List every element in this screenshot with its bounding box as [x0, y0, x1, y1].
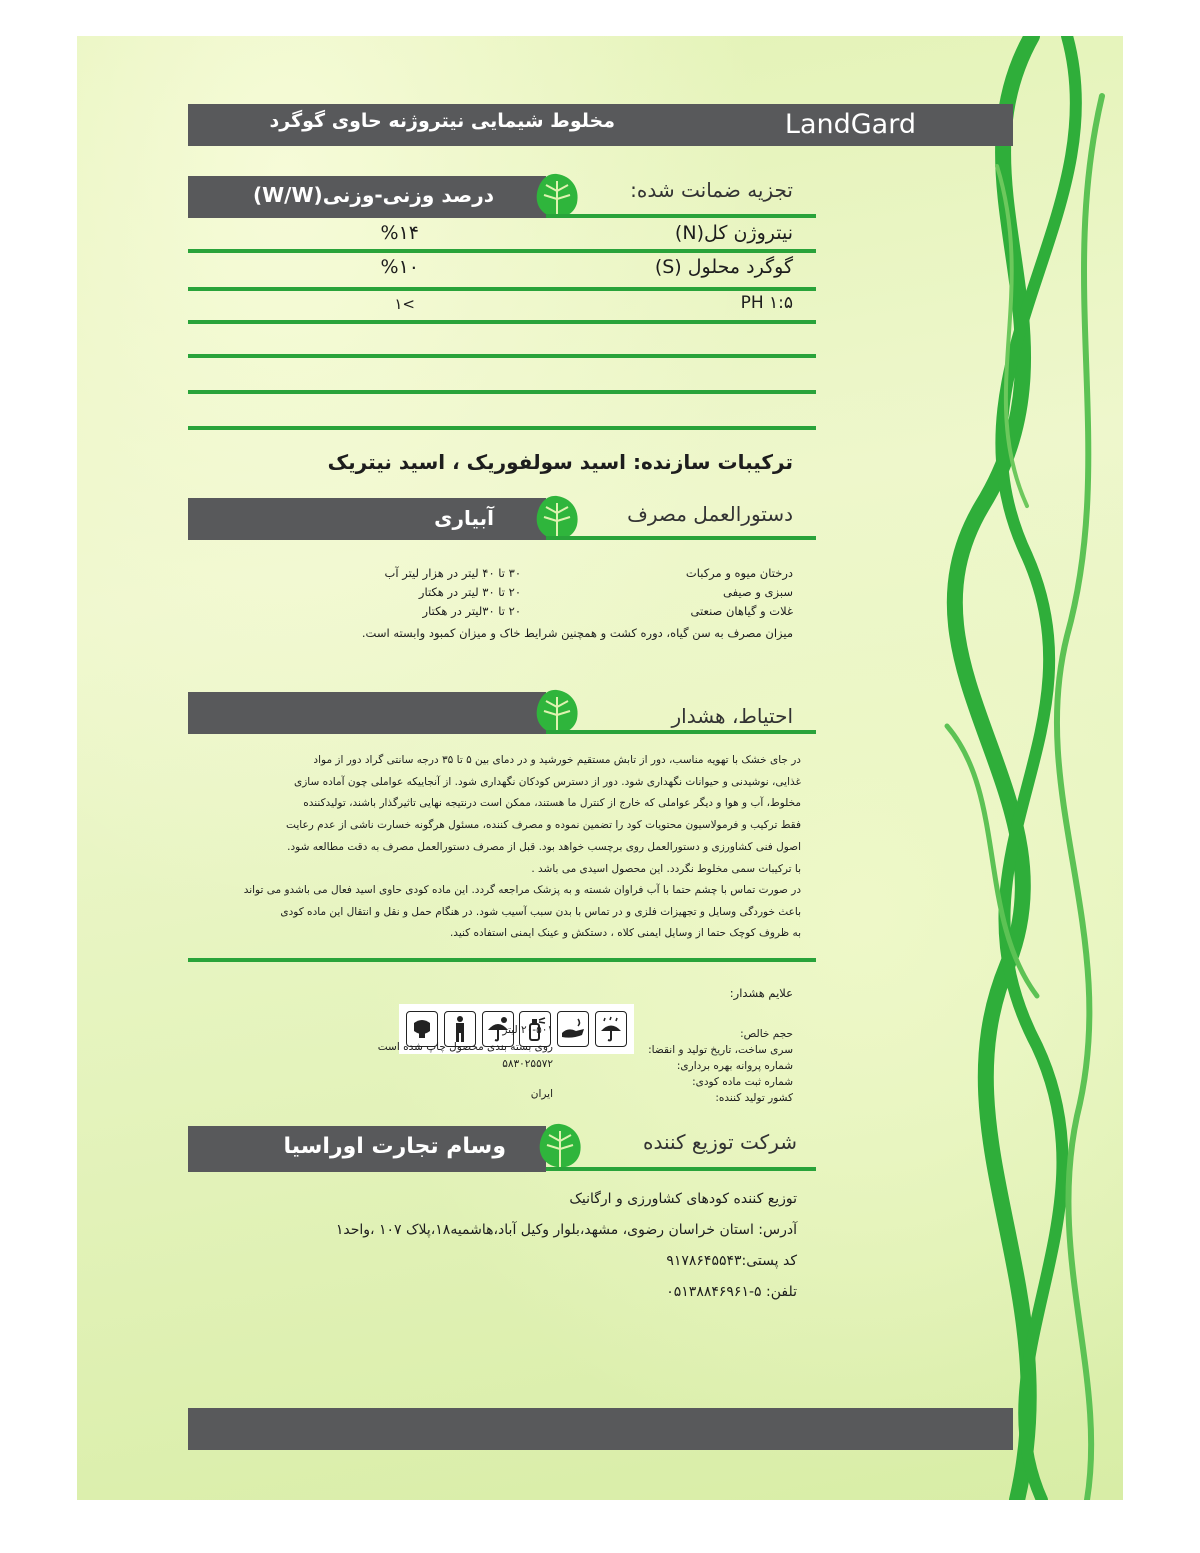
- label-page: [77, 36, 1123, 1500]
- divider: [546, 536, 816, 540]
- usage-dose: ۲۰ تا ۳۰ لیتر در هکتار: [418, 585, 521, 599]
- brand-name: LandGard: [784, 109, 916, 140]
- warning-line: مخلوط، آب و هوا و دیگر عواملی که خارج از کنترل ما هستند، ممکن است درنتیجه نهایی تاثیرگذار باشند، تولیدکننده: [303, 797, 801, 809]
- divider: [188, 287, 816, 291]
- divider: [188, 426, 816, 430]
- product-title: مخلوط شیمایی نیتروژنه حاوی گوگرد: [269, 110, 615, 132]
- spec-value: ۲۰-۵۰۱ لیتر: [502, 1024, 553, 1036]
- spec-label: شماره پروانه بهره برداری:: [676, 1060, 793, 1072]
- divider: [546, 1167, 816, 1171]
- analysis-row-value: %۱۰: [380, 256, 419, 278]
- analysis-row-value: %۱۴: [380, 222, 419, 244]
- warning-line: در صورت تماس با چشم حتما با آب فراوان شسته و به پزشک مراجعه گردد. این ماده کودی حاوی اسید فعال می باشدو می تواند: [243, 884, 801, 896]
- warning-line: غذایی، نوشیدنی و حیوانات نگهداری شود. دور از دسترس کودکان نگهداری شود. از آنجاییکه عواملی چون آماده سازی: [293, 776, 801, 788]
- warning-header-bar: [188, 692, 546, 734]
- analysis-row-name: نیتروژن کل(N): [674, 222, 793, 244]
- distributor-name: وسام تجارت اوراسیا: [283, 1134, 506, 1159]
- divider: [188, 958, 816, 962]
- analysis-row-name: گوگرد محلول (S): [654, 256, 793, 278]
- warning-signs-label: علایم هشدار:: [729, 986, 793, 1000]
- spec-value: ۵۸۳۰۲۵۵۷۲: [502, 1058, 553, 1070]
- usage-dose: ۳۰ تا ۴۰ لیتر در هزار لیتر آب: [384, 566, 521, 580]
- hand-wash-icon: [557, 1011, 589, 1047]
- header-bar: [188, 104, 1013, 146]
- umbrella-rain-icon: [595, 1011, 627, 1047]
- usage-header-bar: [188, 498, 546, 540]
- divider: [188, 320, 816, 324]
- usage-method: آبیاری: [434, 506, 494, 530]
- warning-heading: احتیاط، هشدار: [671, 704, 793, 728]
- distributor-postal: کد پستی:۹۱۷۸۶۴۵۵۴۳: [666, 1253, 797, 1269]
- warning-line: اصول فنی کشاورزی و دستورالعمل روی برچسب خواهد بود. قبل از مصرف دستورالعمل مصرف به دقت مطالعه شود.: [287, 841, 801, 853]
- warning-line: فقط ترکیب و فرمولاسیون محتویات کود را تضمین نموده و مصرف کننده، مسئول هرگونه خسارت ناشی از عدم رعایت: [286, 819, 801, 831]
- warning-line: با ترکیبات سمی مخلوط نگردد. این محصول اسیدی می باشد .: [531, 863, 801, 875]
- usage-heading: دستورالعمل مصرف: [627, 502, 793, 526]
- usage-crop: غلات و گیاهان صنعتی: [690, 604, 793, 618]
- spec-label: سری ساخت، تاریخ تولید و انقضا:: [648, 1044, 793, 1056]
- distributor-header-bar: [188, 1126, 546, 1172]
- vine-decoration: [77, 36, 1123, 1500]
- divider: [188, 354, 816, 358]
- divider: [188, 249, 816, 253]
- distributor-phone: تلفن: ۵-۰۵۱۳۸۸۴۶۹۶۱: [666, 1284, 797, 1300]
- warning-line: باعث خوردگی وسایل و تجهیزات فلزی و در تماس با بدن سبب آسیب شود. در هنگام حمل و نقل و انتقال این ماده کودی: [280, 906, 801, 918]
- spec-label: کشور تولید کننده:: [715, 1092, 793, 1104]
- ingredients-text: ترکیبات سازنده: اسید سولفوریک ، اسید نیتریک: [327, 450, 793, 474]
- usage-note: میزان مصرف به سن گیاه، دوره کشت و همچنین شرایط خاک و میزان کمبود وابسته است.: [361, 626, 793, 640]
- spec-label: شماره ثبت ماده کودی:: [692, 1076, 793, 1088]
- divider: [546, 214, 816, 218]
- spec-label: حجم خالص:: [740, 1028, 793, 1040]
- analysis-heading: تجزیه ضمانت شده:: [630, 178, 793, 202]
- leaf-icon: [535, 1121, 585, 1171]
- distributor-heading: شرکت توزیع کننده: [642, 1130, 797, 1154]
- analysis-row-value: >۱: [394, 295, 415, 313]
- footer-bar: [188, 1408, 1013, 1450]
- spec-value: روی بسته بندی محصول چاپ شده است: [377, 1041, 553, 1053]
- warning-line: به ظروف کوچک حتما از وسایل ایمنی کلاه ، دستکش و عینک ایمنی استفاده کنید.: [449, 927, 801, 939]
- warning-line: در جای خشک با تهویه مناسب، دور از تابش مستقیم خورشید و در دمای بین ۵ تا ۳۵ درجه سانتی گراد دور از مواد: [313, 754, 801, 766]
- usage-crop: سبزی و صیفی: [723, 585, 793, 599]
- divider: [546, 730, 816, 734]
- usage-dose: ۲۰ تا ۳۰لیتر در هکتار: [422, 604, 521, 618]
- unit-label: درصد وزنی-وزنی(W/W): [252, 183, 494, 207]
- spec-value: ایران: [530, 1088, 553, 1100]
- distributor-address: آدرس: استان خراسان رضوی، مشهد،بلوار وکیل آباد،هاشمیه۱۸،پلاک ۱۰۷ ،واحد۱: [335, 1222, 797, 1238]
- distributor-desc: توزیع کننده کودهای کشاورزی و ارگانیک: [569, 1191, 797, 1207]
- analysis-header-bar: [188, 176, 546, 218]
- usage-crop: درختان میوه و مرکبات: [685, 566, 793, 580]
- divider: [188, 390, 816, 394]
- analysis-row-name: PH ۱:۵: [740, 293, 793, 313]
